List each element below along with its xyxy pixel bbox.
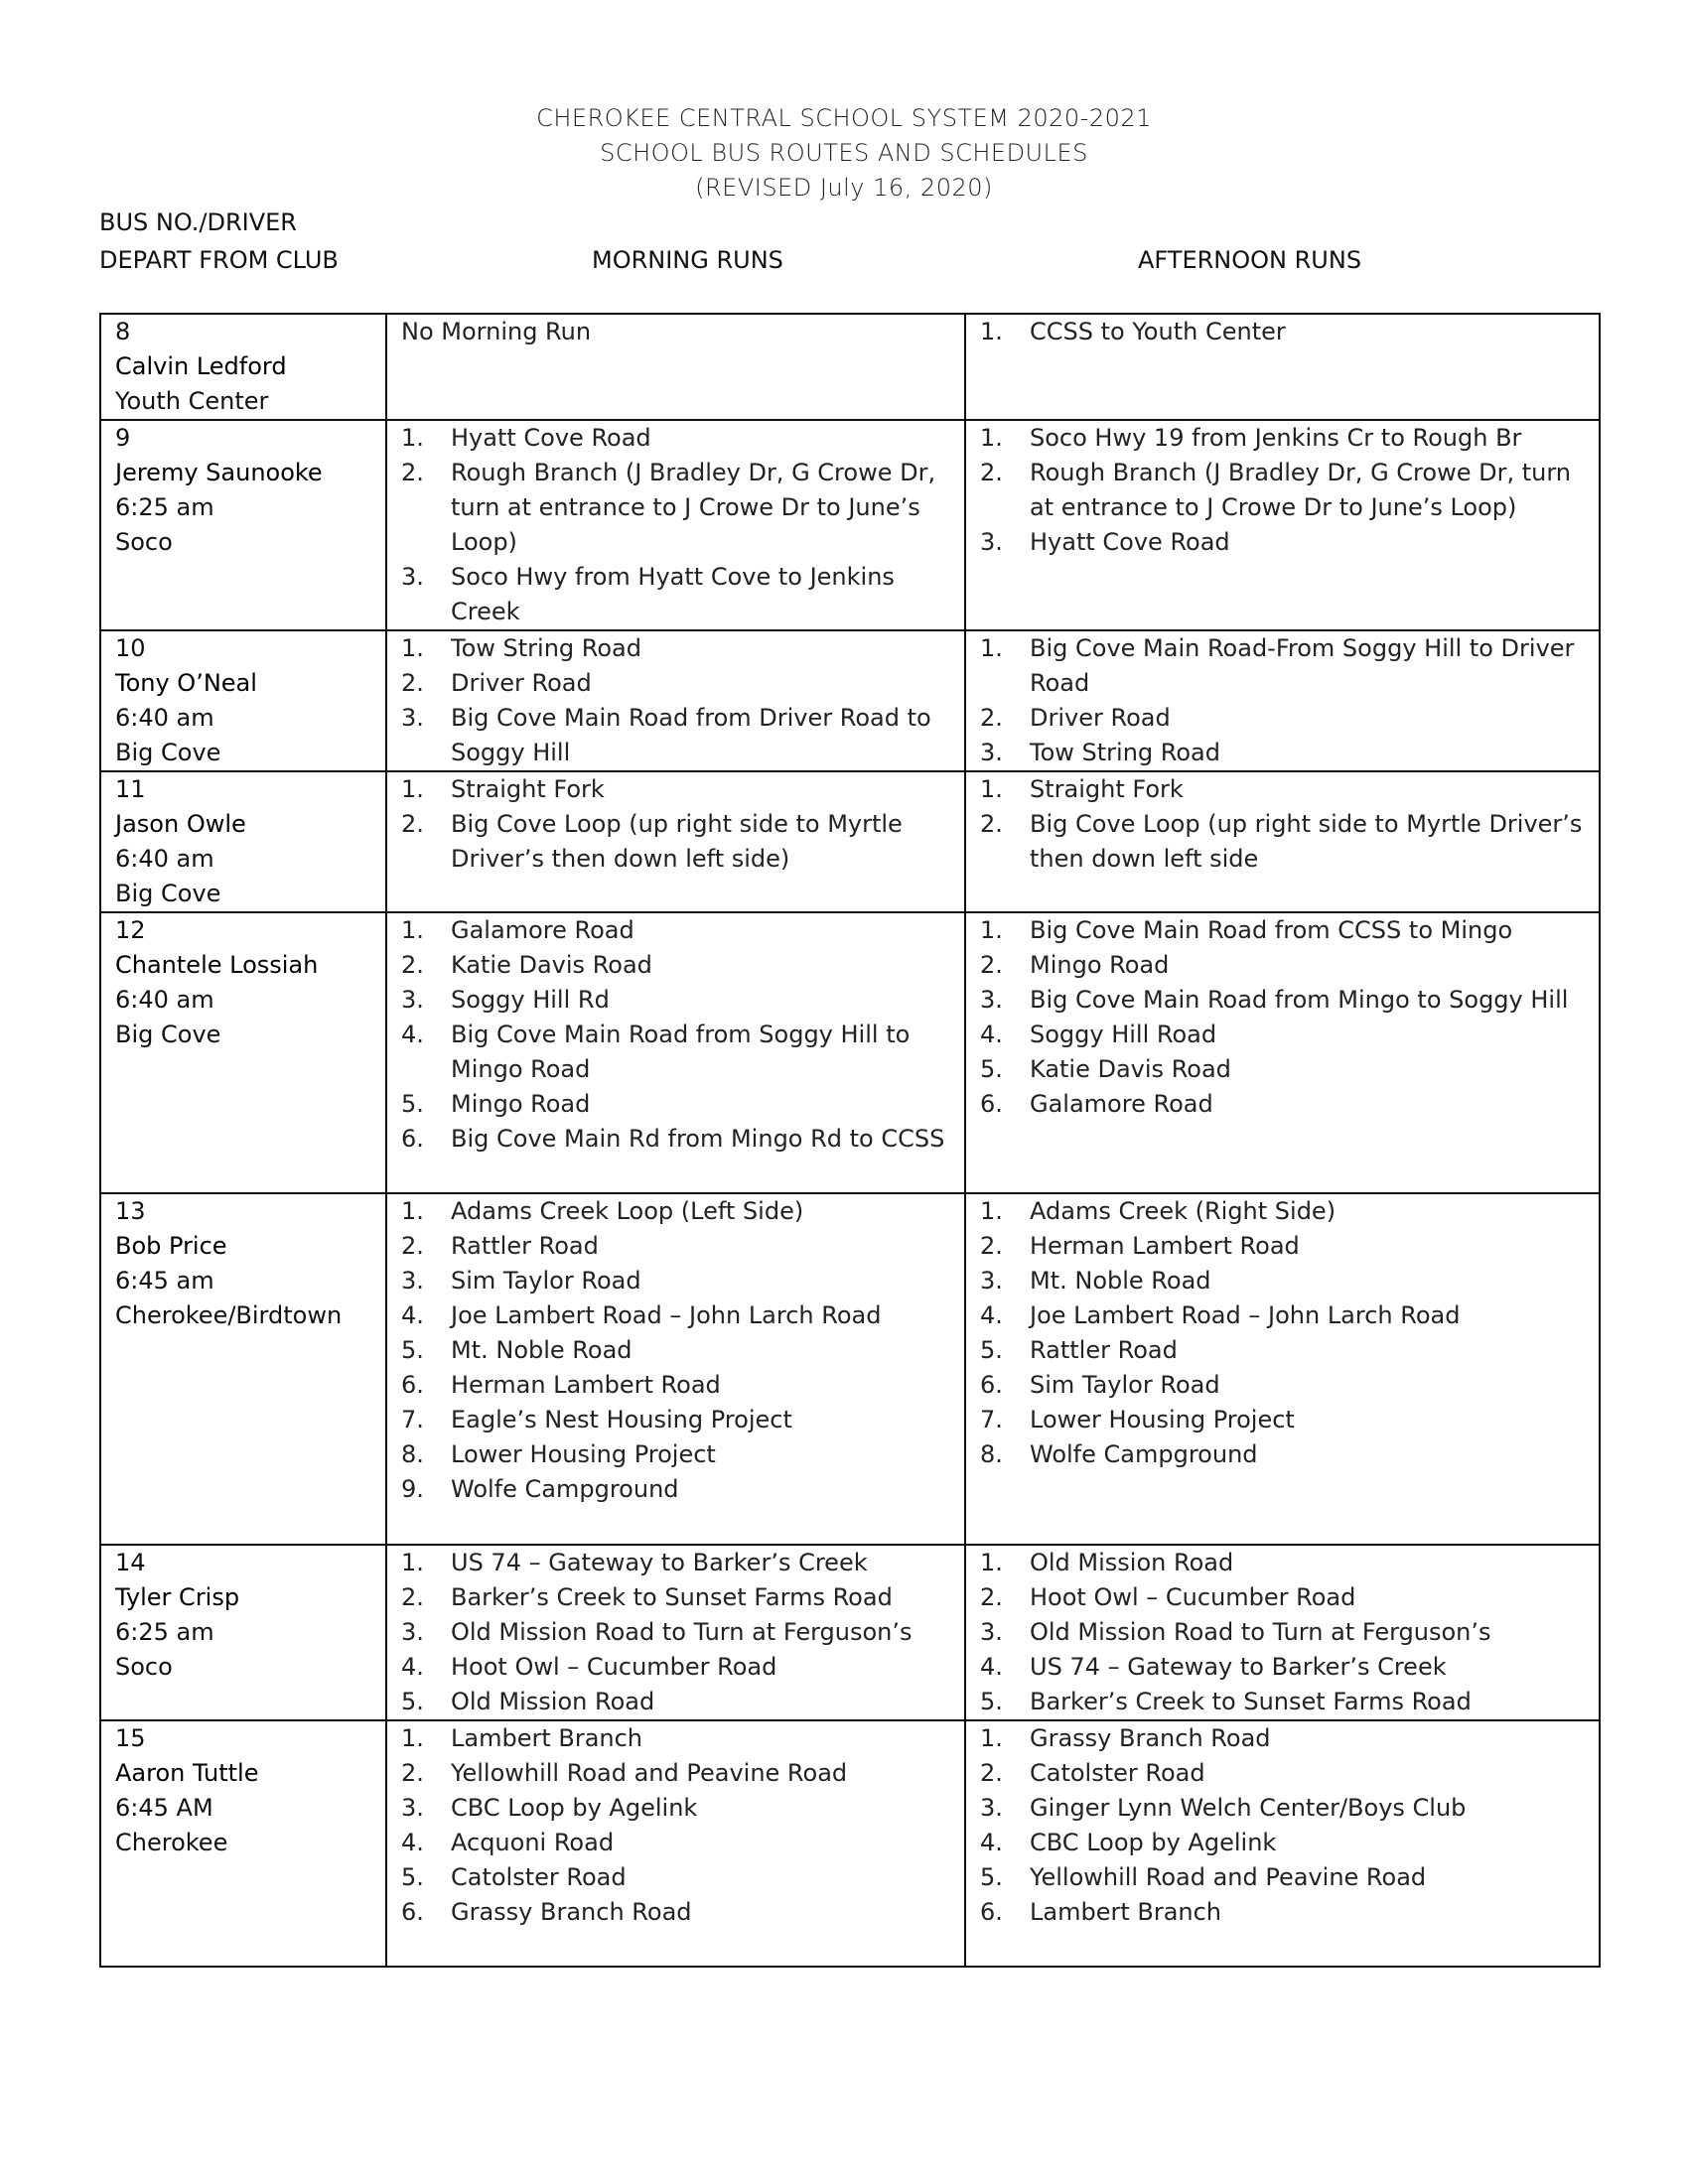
run-item bbox=[401, 1298, 950, 1333]
run-item-number: 4. bbox=[980, 1301, 1003, 1329]
run-item-text: Soggy Hill Rd bbox=[451, 986, 610, 1014]
run-item bbox=[980, 1650, 1585, 1685]
run-item-text: Old Mission Road bbox=[1030, 1549, 1234, 1576]
afternoon-run-list bbox=[980, 772, 1585, 877]
run-item-text: Mt. Noble Road bbox=[451, 1336, 633, 1364]
run-item-number: 2. bbox=[980, 1759, 1003, 1787]
depart-location: Soco bbox=[115, 528, 173, 556]
depart-location: Soco bbox=[115, 1653, 173, 1681]
run-item bbox=[980, 456, 1585, 525]
run-item-text: Big Cove Main Road from CCSS to Mingo bbox=[1030, 916, 1513, 944]
run-item-text: Herman Lambert Road bbox=[451, 1371, 721, 1399]
run-item-number: 2. bbox=[980, 810, 1003, 838]
run-item bbox=[980, 1721, 1585, 1756]
header-title: CHEROKEE CENTRAL SCHOOL SYSTEM 2020-2021 bbox=[536, 104, 1152, 132]
driver-cell bbox=[100, 1720, 386, 1967]
run-item bbox=[401, 1018, 950, 1087]
depart-time: 6:25 am bbox=[115, 1618, 214, 1646]
afternoon-run-list bbox=[980, 315, 1585, 349]
run-item bbox=[401, 1756, 950, 1791]
run-item bbox=[401, 421, 950, 456]
run-item-text: Eagle’s Nest Housing Project bbox=[451, 1406, 792, 1433]
run-item bbox=[401, 1895, 950, 1930]
run-item-text: Rattler Road bbox=[1030, 1336, 1178, 1364]
bus-route-row bbox=[100, 912, 1600, 1193]
run-item-number: 2. bbox=[980, 1232, 1003, 1260]
afternoon-runs-cell bbox=[965, 1720, 1600, 1967]
morning-column-header: MORNING RUNS bbox=[592, 246, 783, 274]
run-item bbox=[980, 983, 1585, 1018]
run-item bbox=[980, 948, 1585, 983]
run-item-number: 2. bbox=[980, 951, 1003, 979]
run-item-text: Straight Fork bbox=[1030, 775, 1184, 803]
run-item bbox=[980, 807, 1585, 877]
run-item-text: Galamore Road bbox=[451, 916, 634, 944]
run-item bbox=[401, 1087, 950, 1122]
run-item-number: 1. bbox=[980, 1197, 1003, 1225]
no-run-text: No Morning Run bbox=[401, 318, 592, 345]
run-item-number: 4. bbox=[980, 1021, 1003, 1048]
depart-location: Big Cove bbox=[115, 880, 221, 907]
run-item bbox=[980, 1546, 1585, 1580]
run-item-text: Mingo Road bbox=[451, 1090, 591, 1118]
run-item-number: 2. bbox=[401, 669, 424, 697]
morning-run-list bbox=[401, 1546, 950, 1719]
depart-location: Big Cove bbox=[115, 1021, 221, 1048]
run-item-text: CBC Loop by Agelink bbox=[1030, 1829, 1277, 1856]
run-item bbox=[401, 666, 950, 701]
run-item bbox=[401, 1615, 950, 1650]
run-item-text: Katie Davis Road bbox=[1030, 1055, 1231, 1083]
run-item-number: 1. bbox=[980, 916, 1003, 944]
run-item-text: CBC Loop by Agelink bbox=[451, 1794, 698, 1822]
run-item bbox=[980, 631, 1585, 701]
run-item-number: 3. bbox=[401, 563, 424, 591]
run-item-text: Mt. Noble Road bbox=[1030, 1267, 1211, 1295]
run-item-number: 1. bbox=[980, 318, 1003, 345]
run-item-text: Yellowhill Road and Peavine Road bbox=[451, 1759, 848, 1787]
run-item-number: 3. bbox=[980, 1618, 1003, 1646]
run-item-text: Yellowhill Road and Peavine Road bbox=[1030, 1863, 1427, 1891]
morning-runs-cell bbox=[386, 420, 965, 630]
run-item-text: Barker’s Creek to Sunset Farms Road bbox=[451, 1583, 893, 1611]
run-item-text: Adams Creek (Right Side) bbox=[1030, 1197, 1336, 1225]
run-item-number: 2. bbox=[401, 1583, 424, 1611]
run-item bbox=[980, 1615, 1585, 1650]
run-item-number: 4. bbox=[401, 1653, 424, 1681]
run-item-number: 1. bbox=[980, 1724, 1003, 1752]
run-item bbox=[401, 1580, 950, 1615]
bus-number: 13 bbox=[115, 1197, 146, 1225]
morning-run-list bbox=[401, 1721, 950, 1930]
run-item-number: 3. bbox=[401, 704, 424, 732]
bus-route-row bbox=[100, 420, 1600, 630]
depart-label: DEPART FROM CLUB bbox=[99, 246, 339, 274]
run-item-number: 6. bbox=[401, 1898, 424, 1926]
driver-name: Aaron Tuttle bbox=[115, 1759, 259, 1787]
run-item-text: Joe Lambert Road – John Larch Road bbox=[451, 1301, 882, 1329]
afternoon-run-list bbox=[980, 913, 1585, 1122]
morning-run-list bbox=[401, 1194, 950, 1507]
run-item-number: 2. bbox=[980, 1583, 1003, 1611]
run-item bbox=[401, 1650, 950, 1685]
run-item-text: Big Cove Main Road from Mingo to Soggy Hill bbox=[1030, 986, 1569, 1014]
run-item-number: 1. bbox=[980, 634, 1003, 662]
driver-cell bbox=[100, 1545, 386, 1720]
bus-number: 15 bbox=[115, 1724, 146, 1752]
driver-name: Jason Owle bbox=[115, 810, 246, 838]
bus-route-row bbox=[100, 630, 1600, 771]
bus-route-row bbox=[100, 1193, 1600, 1545]
run-item-number: 3. bbox=[980, 1794, 1003, 1822]
driver-name: Tony O’Neal bbox=[115, 669, 257, 697]
run-item bbox=[401, 1685, 950, 1719]
run-item bbox=[401, 1264, 950, 1298]
run-item bbox=[401, 1333, 950, 1368]
run-item-number: 1. bbox=[401, 775, 424, 803]
run-item-text: Big Cove Loop (up right side to Myrtle Driver’s then down left side) bbox=[451, 810, 903, 873]
run-item bbox=[980, 1052, 1585, 1087]
run-item-text: Soco Hwy from Hyatt Cove to Jenkins Creek bbox=[451, 563, 895, 625]
run-item-text: Rough Branch (J Bradley Dr, G Crowe Dr, turn at entrance to J Crowe Dr to June’s Loop) bbox=[1030, 459, 1571, 521]
run-item bbox=[980, 736, 1585, 770]
run-item bbox=[401, 1472, 950, 1507]
run-item-text: Old Mission Road to Turn at Ferguson’s bbox=[451, 1618, 913, 1646]
morning-run-list bbox=[401, 913, 950, 1157]
driver-cell bbox=[100, 771, 386, 912]
run-item-text: Lower Housing Project bbox=[451, 1440, 716, 1468]
run-item bbox=[401, 701, 950, 770]
run-item bbox=[980, 701, 1585, 736]
afternoon-run-list bbox=[980, 1721, 1585, 1930]
afternoon-run-list bbox=[980, 421, 1585, 560]
run-item-number: 3. bbox=[401, 1618, 424, 1646]
run-item-text: Hoot Owl – Cucumber Road bbox=[451, 1653, 777, 1681]
morning-run-list bbox=[401, 772, 950, 877]
run-item-number: 4. bbox=[401, 1829, 424, 1856]
run-item-number: 1. bbox=[980, 775, 1003, 803]
run-item-text: Big Cove Main Road from Soggy Hill to Mingo Road bbox=[451, 1021, 911, 1083]
run-item bbox=[980, 315, 1585, 349]
run-item bbox=[401, 1368, 950, 1403]
run-item-number: 4. bbox=[401, 1301, 424, 1329]
run-item-text: Tow String Road bbox=[451, 634, 641, 662]
run-item-number: 1. bbox=[401, 1197, 424, 1225]
run-item bbox=[980, 1403, 1585, 1437]
driver-cell bbox=[100, 1193, 386, 1545]
morning-run-list bbox=[401, 421, 950, 629]
morning-runs-cell bbox=[386, 771, 965, 912]
run-item-text: US 74 – Gateway to Barker’s Creek bbox=[451, 1549, 868, 1576]
afternoon-runs-cell bbox=[965, 912, 1600, 1193]
run-item-number: 1. bbox=[401, 1549, 424, 1576]
run-item-number: 1. bbox=[980, 424, 1003, 452]
run-item bbox=[401, 1791, 950, 1826]
run-item bbox=[401, 631, 950, 666]
run-item-number: 8. bbox=[980, 1440, 1003, 1468]
run-item-text: Soggy Hill Road bbox=[1030, 1021, 1217, 1048]
run-item-text: Wolfe Campground bbox=[1030, 1440, 1258, 1468]
run-item-text: Big Cove Main Rd from Mingo Rd to CCSS bbox=[451, 1125, 945, 1153]
run-item bbox=[980, 1685, 1585, 1719]
run-item-number: 6. bbox=[401, 1371, 424, 1399]
afternoon-runs-cell bbox=[965, 630, 1600, 771]
run-item-number: 5. bbox=[401, 1090, 424, 1118]
run-item-text: Straight Fork bbox=[451, 775, 605, 803]
run-item-text: Sim Taylor Road bbox=[1030, 1371, 1220, 1399]
run-item-number: 5. bbox=[980, 1688, 1003, 1715]
bus-number: 14 bbox=[115, 1549, 146, 1576]
depart-time: 6:25 am bbox=[115, 493, 214, 521]
depart-time: 6:40 am bbox=[115, 845, 214, 873]
run-item bbox=[980, 1580, 1585, 1615]
run-item-number: 5. bbox=[401, 1336, 424, 1364]
run-item-number: 2. bbox=[401, 810, 424, 838]
bus-route-row bbox=[100, 1720, 1600, 1967]
run-item-number: 4. bbox=[980, 1653, 1003, 1681]
afternoon-runs-cell bbox=[965, 771, 1600, 912]
depart-time: 6:45 am bbox=[115, 1267, 214, 1295]
run-item-text: Lambert Branch bbox=[451, 1724, 643, 1752]
morning-runs-cell bbox=[386, 912, 965, 1193]
run-item bbox=[401, 1194, 950, 1229]
afternoon-runs-cell bbox=[965, 420, 1600, 630]
run-item bbox=[401, 1721, 950, 1756]
run-item bbox=[980, 1333, 1585, 1368]
depart-location: Cherokee bbox=[115, 1829, 228, 1856]
run-item bbox=[980, 1018, 1585, 1052]
run-item-number: 5. bbox=[401, 1863, 424, 1891]
run-item-number: 6. bbox=[980, 1371, 1003, 1399]
run-item-text: Katie Davis Road bbox=[451, 951, 652, 979]
run-item-text: Big Cove Main Road-From Soggy Hill to Driver Road bbox=[1030, 634, 1575, 697]
run-item bbox=[401, 1437, 950, 1472]
run-item-text: Galamore Road bbox=[1030, 1090, 1213, 1118]
run-item-text: Driver Road bbox=[451, 669, 592, 697]
run-item-number: 1. bbox=[980, 1549, 1003, 1576]
run-item-text: Joe Lambert Road – John Larch Road bbox=[1030, 1301, 1461, 1329]
run-item-text: Lambert Branch bbox=[1030, 1898, 1222, 1926]
run-item-text: Hoot Owl – Cucumber Road bbox=[1030, 1583, 1356, 1611]
driver-cell bbox=[100, 420, 386, 630]
morning-runs-cell bbox=[386, 630, 965, 771]
afternoon-runs-cell bbox=[965, 1545, 1600, 1720]
run-item bbox=[980, 1368, 1585, 1403]
run-item bbox=[980, 1264, 1585, 1298]
run-item-number: 3. bbox=[401, 1794, 424, 1822]
run-item-text: Tow String Road bbox=[1030, 739, 1220, 766]
run-item bbox=[980, 1860, 1585, 1895]
run-item-text: Catolster Road bbox=[451, 1863, 627, 1891]
run-item-number: 1. bbox=[401, 424, 424, 452]
run-item-text: Rattler Road bbox=[451, 1232, 599, 1260]
bus-number: 10 bbox=[115, 634, 146, 662]
run-item bbox=[980, 913, 1585, 948]
run-item-number: 3. bbox=[401, 1267, 424, 1295]
run-item bbox=[401, 1229, 950, 1264]
depart-location: Youth Center bbox=[115, 387, 269, 415]
run-item bbox=[401, 948, 950, 983]
run-item-number: 6. bbox=[980, 1090, 1003, 1118]
run-item-text: Big Cove Loop (up right side to Myrtle Driver’s then down left side bbox=[1030, 810, 1583, 873]
run-item-text: Rough Branch (J Bradley Dr, G Crowe Dr, turn at entrance to J Crowe Dr to June’s Loop) bbox=[451, 459, 936, 556]
run-item-number: 2. bbox=[401, 459, 424, 486]
run-item-number: 5. bbox=[980, 1863, 1003, 1891]
run-item-text: Grassy Branch Road bbox=[1030, 1724, 1271, 1752]
run-item bbox=[401, 1403, 950, 1437]
bus-number: 11 bbox=[115, 775, 146, 803]
run-item bbox=[980, 1791, 1585, 1826]
run-item-text: Driver Road bbox=[1030, 704, 1171, 732]
run-item-text: Hyatt Cove Road bbox=[1030, 528, 1230, 556]
morning-runs-cell bbox=[386, 1193, 965, 1545]
run-item-text: Soco Hwy 19 from Jenkins Cr to Rough Br bbox=[1030, 424, 1522, 452]
afternoon-run-list bbox=[980, 1546, 1585, 1719]
depart-time: 6:45 AM bbox=[115, 1794, 213, 1822]
run-item-number: 1. bbox=[401, 916, 424, 944]
driver-column-header bbox=[99, 204, 397, 279]
run-item bbox=[980, 1087, 1585, 1122]
run-item-text: Sim Taylor Road bbox=[451, 1267, 641, 1295]
run-item-number: 3. bbox=[980, 1267, 1003, 1295]
run-item-text: Old Mission Road to Turn at Ferguson’s bbox=[1030, 1618, 1491, 1646]
run-item bbox=[401, 772, 950, 807]
run-item-number: 6. bbox=[980, 1898, 1003, 1926]
bus-number: 12 bbox=[115, 916, 146, 944]
run-item-number: 5. bbox=[401, 1688, 424, 1715]
run-item-text: Mingo Road bbox=[1030, 951, 1170, 979]
run-item-text: Hyatt Cove Road bbox=[451, 424, 651, 452]
bus-route-row bbox=[100, 1545, 1600, 1720]
run-item-number: 5. bbox=[980, 1055, 1003, 1083]
run-item bbox=[401, 807, 950, 877]
morning-runs-cell bbox=[386, 1545, 965, 1720]
run-item bbox=[980, 1437, 1585, 1472]
run-item-number: 1. bbox=[401, 1724, 424, 1752]
run-item-text: Catolster Road bbox=[1030, 1759, 1205, 1787]
run-item-number: 3. bbox=[980, 528, 1003, 556]
run-item-number: 4. bbox=[980, 1829, 1003, 1856]
run-item bbox=[401, 983, 950, 1018]
afternoon-runs-cell bbox=[965, 1193, 1600, 1545]
run-item-text: Wolfe Campground bbox=[451, 1475, 679, 1503]
run-item-number: 7. bbox=[401, 1406, 424, 1433]
run-item-text: Grassy Branch Road bbox=[451, 1898, 692, 1926]
run-item-number: 3. bbox=[980, 739, 1003, 766]
routes-table bbox=[99, 313, 1601, 1968]
bus-driver-label: BUS NO./DRIVER bbox=[99, 208, 297, 236]
run-item-text: US 74 – Gateway to Barker’s Creek bbox=[1030, 1653, 1447, 1681]
run-item bbox=[980, 1229, 1585, 1264]
run-item bbox=[980, 421, 1585, 456]
run-item bbox=[980, 1756, 1585, 1791]
page-header bbox=[0, 101, 1688, 205]
run-item bbox=[980, 525, 1585, 560]
morning-runs-cell bbox=[386, 314, 965, 420]
run-item-number: 3. bbox=[401, 986, 424, 1014]
run-item bbox=[401, 1546, 950, 1580]
header-subtitle: SCHOOL BUS ROUTES AND SCHEDULES bbox=[600, 139, 1088, 167]
bus-number: 9 bbox=[115, 424, 131, 452]
afternoon-column-header: AFTERNOON RUNS bbox=[1138, 246, 1362, 274]
depart-location: Big Cove bbox=[115, 739, 221, 766]
run-item bbox=[980, 1298, 1585, 1333]
bus-route-row bbox=[100, 314, 1600, 420]
run-item-text: Ginger Lynn Welch Center/Boys Club bbox=[1030, 1794, 1467, 1822]
driver-cell bbox=[100, 912, 386, 1193]
run-item-number: 2. bbox=[980, 459, 1003, 486]
morning-runs-cell bbox=[386, 1720, 965, 1967]
run-item-number: 5. bbox=[980, 1336, 1003, 1364]
run-item bbox=[401, 1826, 950, 1860]
run-item-number: 2. bbox=[401, 1232, 424, 1260]
run-item-number: 1. bbox=[401, 634, 424, 662]
depart-location: Cherokee/Birdtown bbox=[115, 1301, 343, 1329]
run-item-text: Lower Housing Project bbox=[1030, 1406, 1295, 1433]
driver-name: Chantele Lossiah bbox=[115, 951, 319, 979]
run-item bbox=[980, 772, 1585, 807]
run-item-number: 2. bbox=[401, 1759, 424, 1787]
driver-cell bbox=[100, 314, 386, 420]
run-item bbox=[401, 913, 950, 948]
run-item-text: CCSS to Youth Center bbox=[1030, 318, 1286, 345]
run-item-number: 3. bbox=[980, 986, 1003, 1014]
afternoon-run-list bbox=[980, 631, 1585, 770]
header-revision: (REVISED July 16, 2020) bbox=[695, 174, 993, 202]
driver-name: Tyler Crisp bbox=[115, 1583, 240, 1611]
driver-cell bbox=[100, 630, 386, 771]
run-item-text: Big Cove Main Road from Driver Road to Soggy Hill bbox=[451, 704, 931, 766]
run-item-text: Acquoni Road bbox=[451, 1829, 615, 1856]
driver-name: Bob Price bbox=[115, 1232, 227, 1260]
bus-number: 8 bbox=[115, 318, 131, 345]
run-item-number: 6. bbox=[401, 1125, 424, 1153]
afternoon-runs-cell bbox=[965, 314, 1600, 420]
bus-route-row bbox=[100, 771, 1600, 912]
run-item bbox=[401, 456, 950, 560]
run-item-text: Adams Creek Loop (Left Side) bbox=[451, 1197, 804, 1225]
run-item-number: 8. bbox=[401, 1440, 424, 1468]
run-item-number: 2. bbox=[980, 704, 1003, 732]
run-item-text: Old Mission Road bbox=[451, 1688, 655, 1715]
run-item-number: 2. bbox=[401, 951, 424, 979]
run-item bbox=[980, 1895, 1585, 1930]
depart-time: 6:40 am bbox=[115, 704, 214, 732]
run-item-number: 9. bbox=[401, 1475, 424, 1503]
morning-run-list bbox=[401, 631, 950, 770]
run-item bbox=[401, 560, 950, 629]
afternoon-run-list bbox=[980, 1194, 1585, 1472]
run-item bbox=[980, 1826, 1585, 1860]
run-item bbox=[401, 1860, 950, 1895]
run-item-text: Barker’s Creek to Sunset Farms Road bbox=[1030, 1688, 1472, 1715]
run-item bbox=[401, 1122, 950, 1157]
driver-name: Jeremy Saunooke bbox=[115, 459, 323, 486]
run-item-text: Herman Lambert Road bbox=[1030, 1232, 1300, 1260]
depart-time: 6:40 am bbox=[115, 986, 214, 1014]
run-item-number: 7. bbox=[980, 1406, 1003, 1433]
driver-name: Calvin Ledford bbox=[115, 352, 287, 380]
run-item-number: 4. bbox=[401, 1021, 424, 1048]
run-item bbox=[980, 1194, 1585, 1229]
